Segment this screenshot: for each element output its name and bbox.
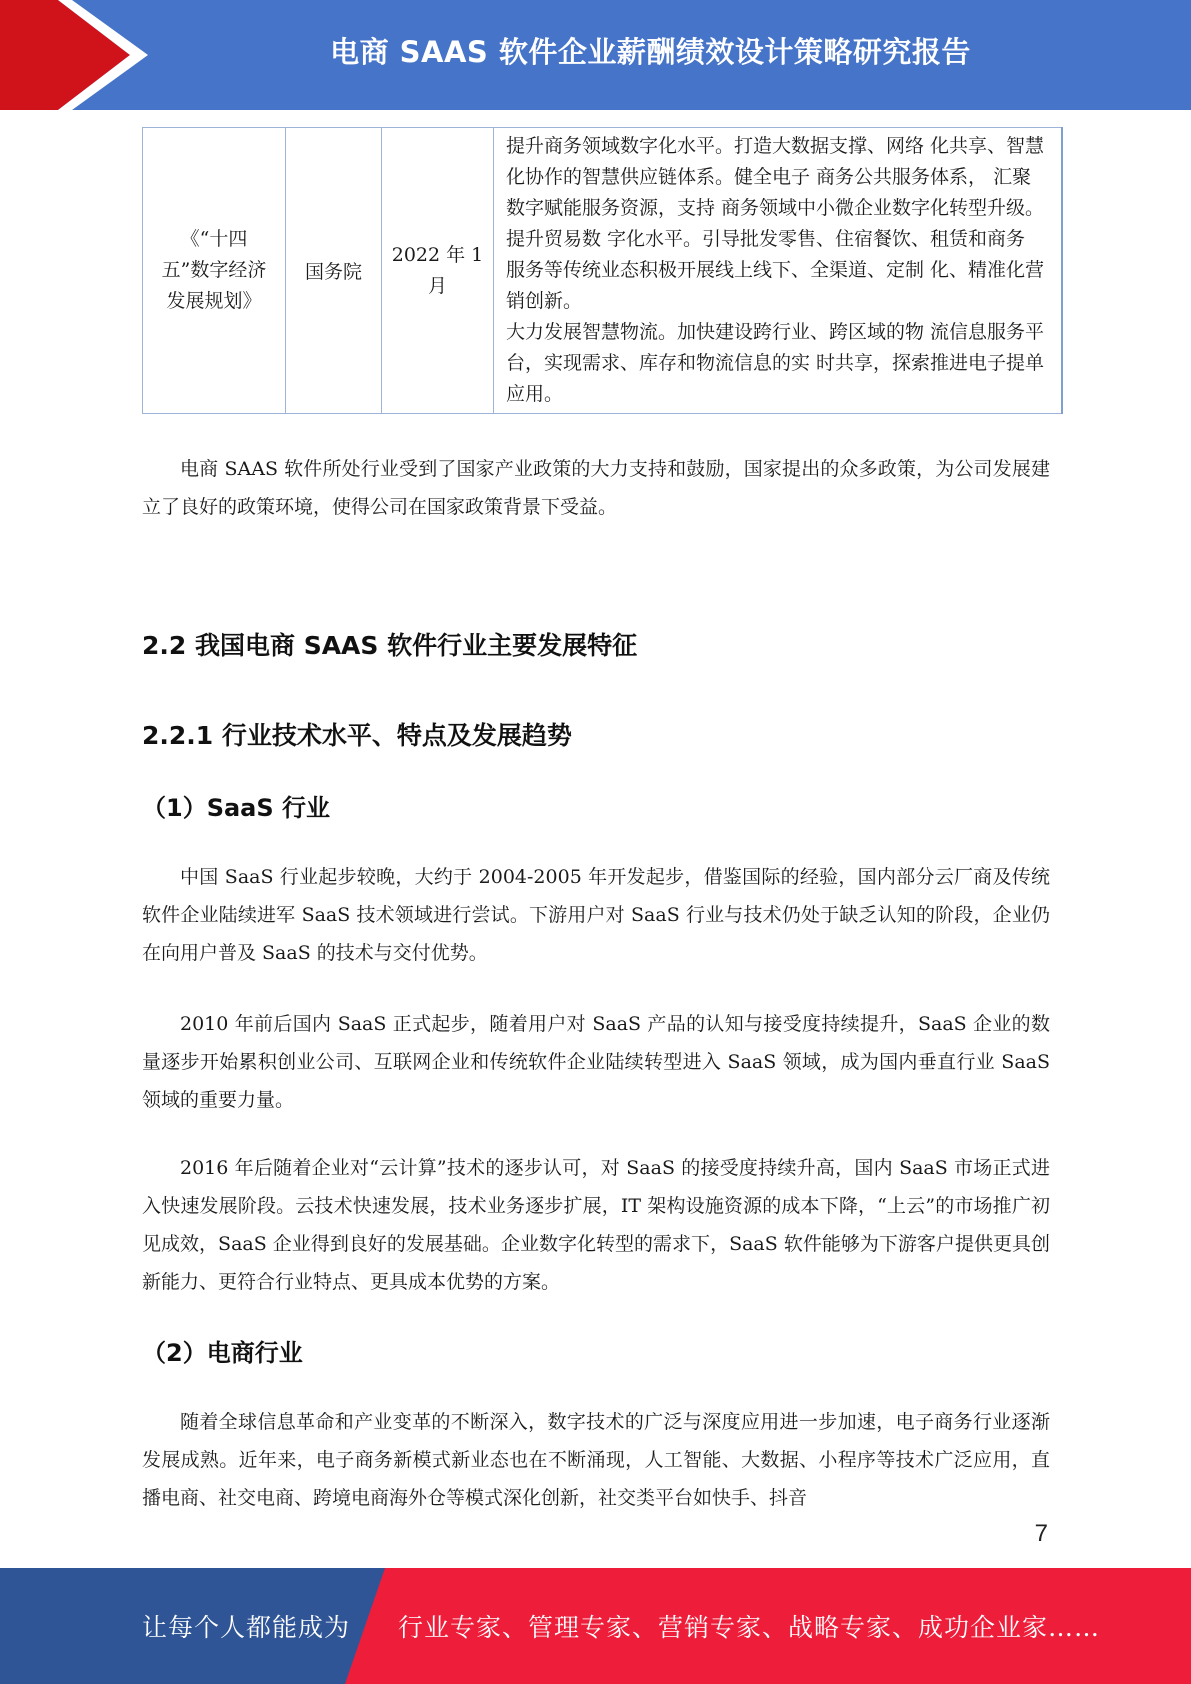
page-header (0, 0, 1191, 110)
issuer-cell: 国务院 (286, 128, 382, 414)
saas-paragraph-3: 2016 年后随着企业对“云计算”技术的逐步认可，对 SaaS 的接受度持续升高，国内 SaaS 市场正式进入快速发展阶段。云技术快速发展，技术业务逐步扩展，IT 架构设施资源的成本下降，“上云”的市场推广初见成效，SaaS 企业得到良好的发展基础。企业数字化转型的需求下，SaaS 软件能够为下游客户提供更具创新能力、更符合行业特点、更具成本优势的方案。 (142, 1157, 1050, 1293)
table-row (143, 128, 1063, 414)
page-footer (0, 1568, 1191, 1684)
footer-slogan-right: 行业专家、管理专家、营销专家、战略专家、成功企业家…… (398, 1613, 1101, 1642)
date-cell: 2022 年 1 月 (382, 128, 494, 414)
page-number: 7 (1034, 1520, 1048, 1547)
policy-summary-paragraph: 电商 SAAS 软件所处行业受到了国家产业政策的大力支持和鼓励，国家提出的众多政策，为公司发展建立了良好的政策环境，使得公司在国家政策背景下受益。 (142, 458, 1050, 518)
policy-content-paragraph-2: 大力发展智慧物流。加快建设跨行业、跨区域的物 流信息服务平台，实现需求、库存和物流信息的实 时共享，探索推进电子提单应用。 (506, 321, 1045, 405)
subsection-heading: 2.2.1 行业技术水平、特点及发展趋势 (142, 721, 572, 750)
policy-content-paragraph-1: 提升商务领域数字化水平。打造大数据支撑、网络 化共享、智慧化协作的智慧供应链体系。健全电子 商务公共服务体系， 汇聚数字赋能服务资源，支持 商务领域中小微企业数字化转型升级。提升贸易数 字化水平。引导批发零售、住宿餐饮、租赁和商务 服务等传统业态积极开展线上线下、全渠道、定制 化、精准化营销创新。 (506, 135, 1045, 312)
saas-industry-heading: （1）SaaS 行业 (142, 794, 331, 822)
header-arrow-graphic (0, 0, 160, 110)
ecommerce-industry-heading: （2）电商行业 (142, 1339, 303, 1367)
policy-name-cell: 《“十四五”数字经济发展规划》 (143, 128, 286, 414)
report-title: 电商 SAAS 软件企业薪酬绩效设计策略研究报告 (330, 34, 971, 69)
saas-paragraph-1: 中国 SaaS 行业起步较晚，大约于 2004-2005 年开发起步，借鉴国际的经验，国内部分云厂商及传统软件企业陆续进军 SaaS 技术领域进行尝试。下游用户对 SaaS 行业与技术仍处于缺乏认知的阶段，企业仍在向用户普及 SaaS 的技术与交付优势。 (142, 866, 1050, 964)
section-heading: 2.2 我国电商 SAAS 软件行业主要发展特征 (142, 631, 638, 660)
policy-content-cell (494, 128, 1063, 414)
saas-paragraph-2: 2010 年前后国内 SaaS 正式起步，随着用户对 SaaS 产品的认知与接受度持续提升，SaaS 企业的数量逐步开始累积创业公司、互联网企业和传统软件企业陆续转型进入 SaaS 领域，成为国内垂直行业 SaaS 领域的重要力量。 (142, 1013, 1050, 1111)
ecommerce-paragraph: 随着全球信息革命和产业变革的不断深入，数字技术的广泛与深度应用进一步加速，电子商务行业逐渐发展成熟。近年来，电子商务新模式新业态也在不断涌现，人工智能、大数据、小程序等技术广泛应用，直播电商、社交电商、跨境电商海外仓等模式深化创新，社交类平台如快手、抖音 (142, 1411, 1050, 1509)
policy-table (142, 127, 1063, 414)
footer-slogan-left: 让每个人都能成为 (142, 1613, 351, 1642)
